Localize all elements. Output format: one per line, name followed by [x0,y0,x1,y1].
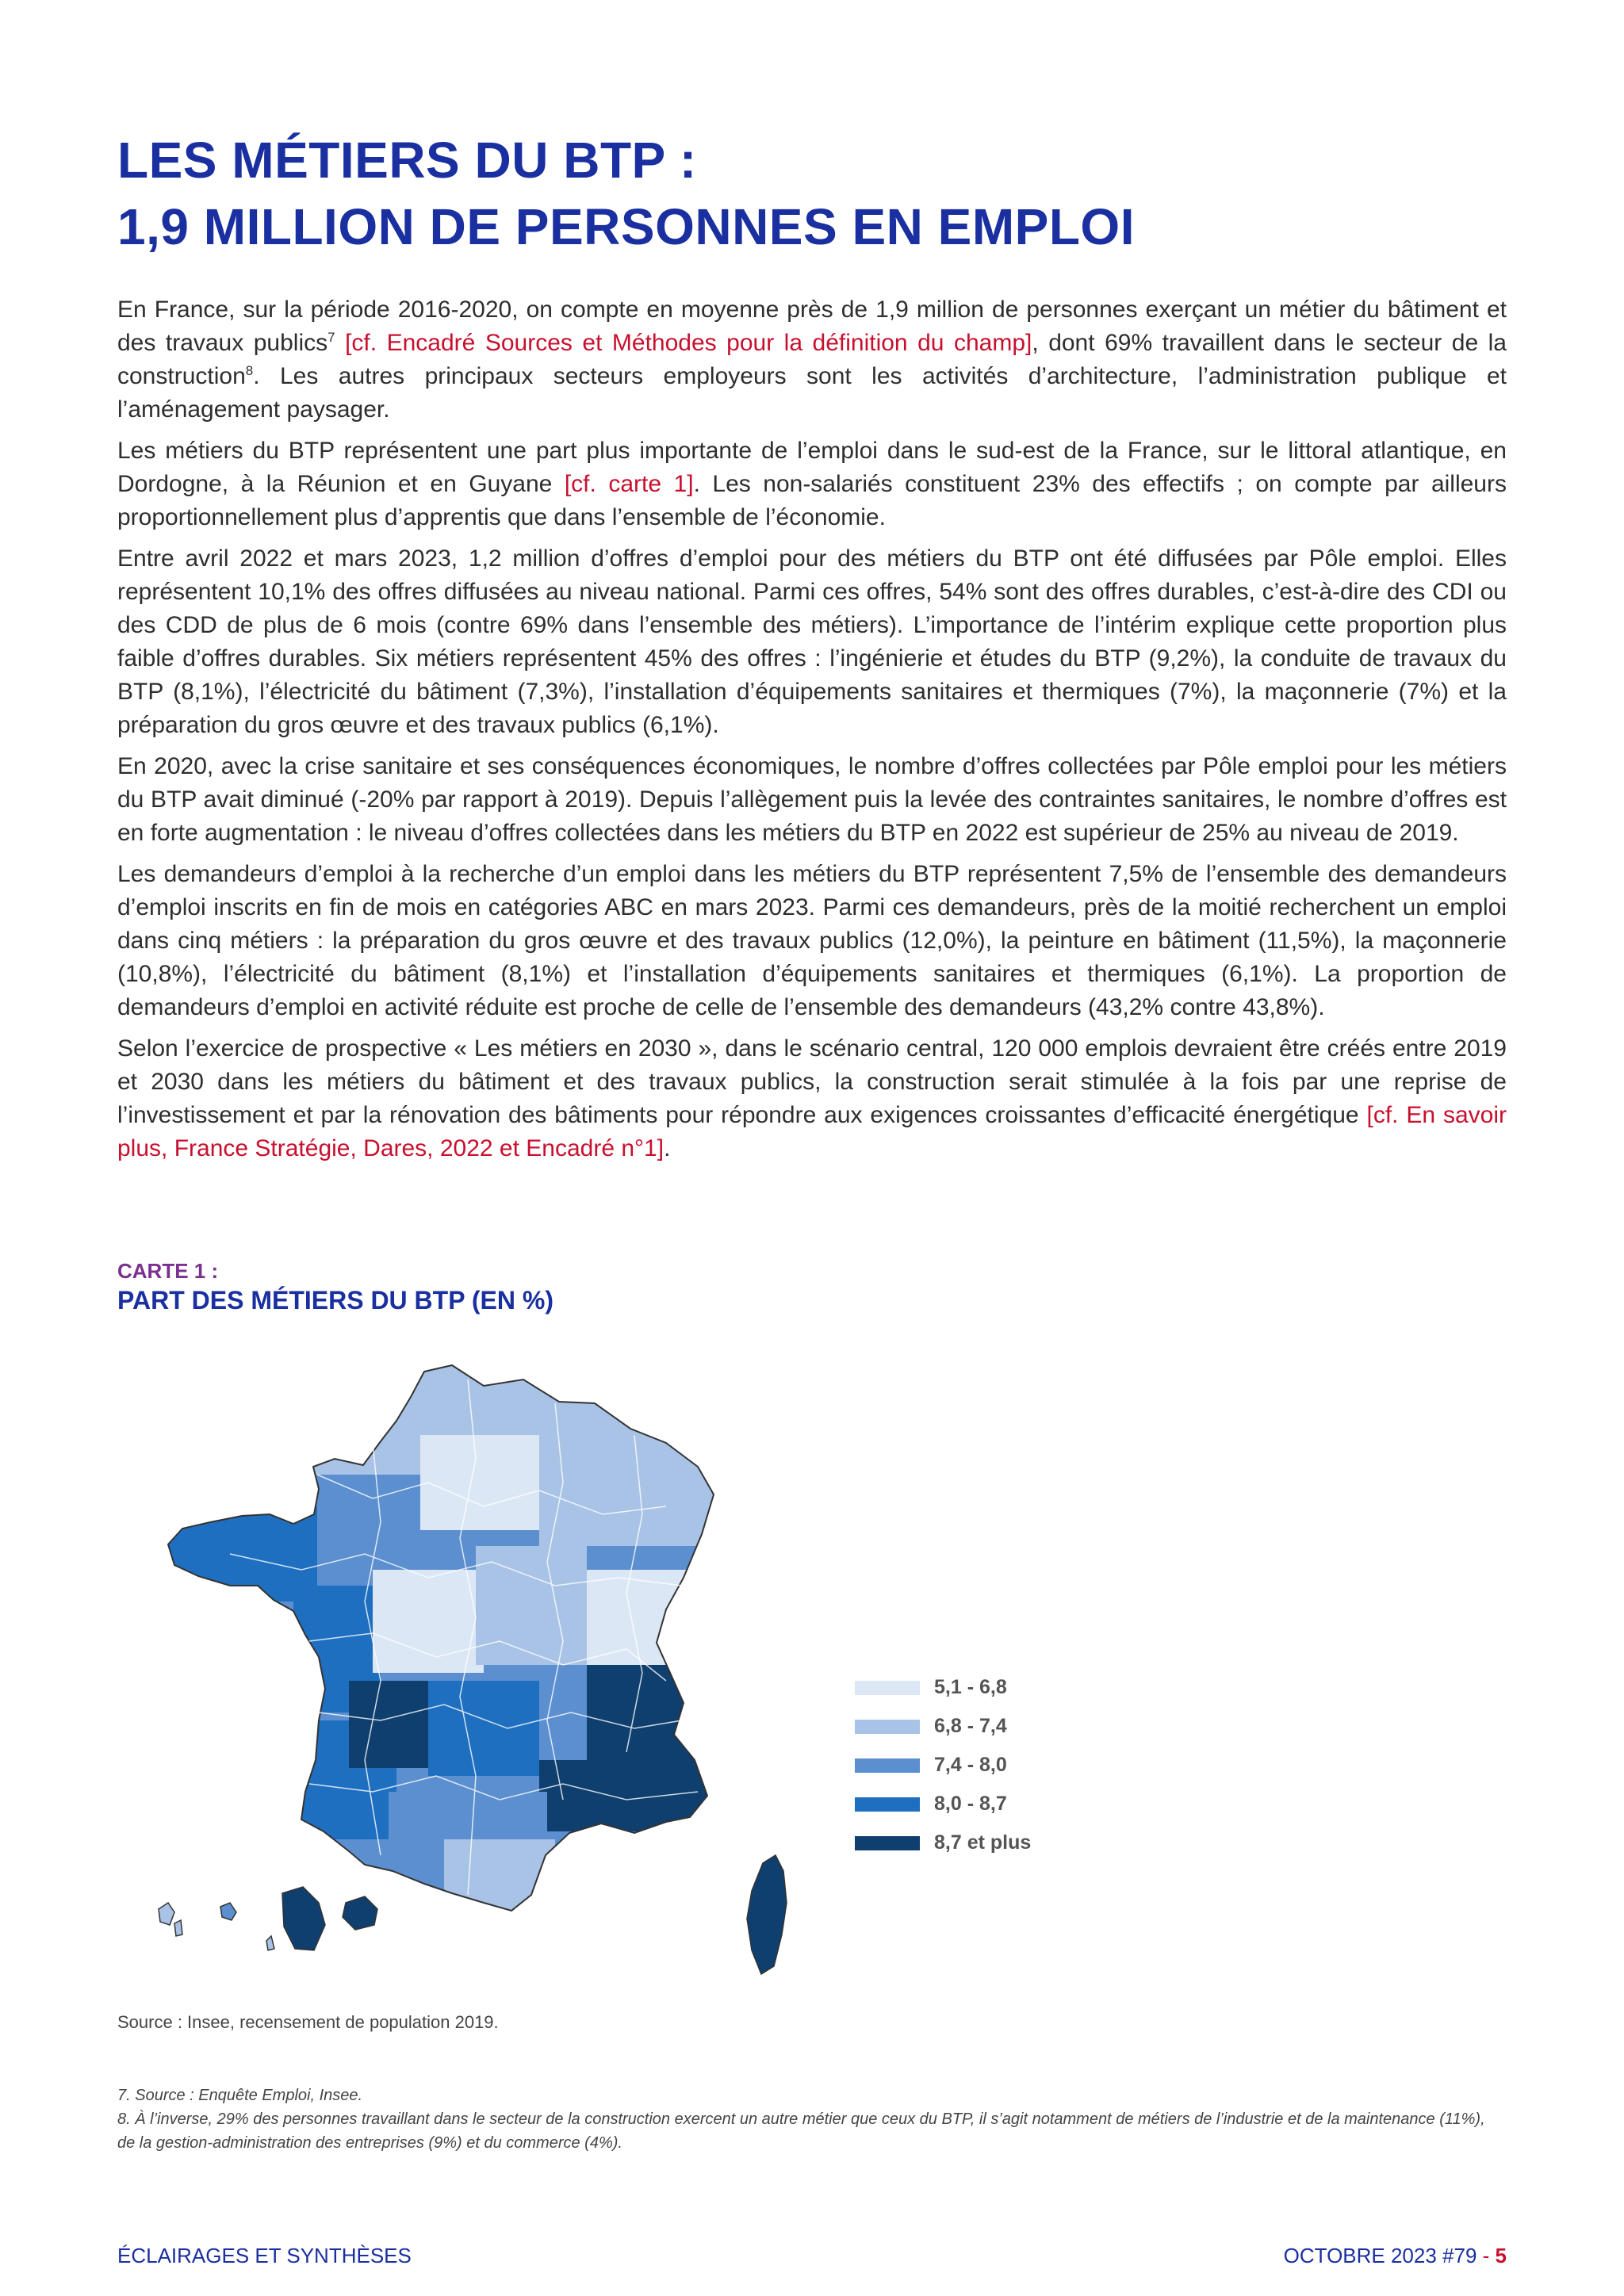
mayotte [266,1936,274,1950]
legend-label-4: 8,0 - 8,7 [934,1793,1007,1815]
legend-swatch-1 [855,1681,920,1695]
map-source: Source : Insee, recensement de population 2019. [117,2012,499,2032]
paragraph-3: Entre avril 2022 et mars 2023, 1,2 million d’offres d’emploi pour des métiers du BTP ont été diffusées par Pôle emploi. Elles représentent 10,1% des offres diffusées au niveau national. Parmi ces offres, 54% sont des offres durables, c’est-à-dire des CDI ou des CDD de plus de 6 mois (contre 69% dans l’ensemble des métiers). L’importance de l’intérim explique cette proportion plus faible d’offres durables. Six métiers représentent 45% des offres : l’ingénierie et études du BTP (9,2%), la conduite de travaux du BTP (8,1%), l’électricité du bâtiment (7,3%), l’installation d’équipements sanitaires et thermiques (7%), la maçonnerie (7%) et la préparation du gros œuvre et des travaux publics (6,1%). [117,545,1507,738]
legend-item [855,1785,1109,1823]
map-caption-title: PART DES MÉTIERS DU BTP (EN %) [117,1286,553,1314]
p6-text-a: Selon l’exercice de prospective « Les métiers en 2030 », dans le scénario central, 120 000 emplois devraient être créés entre 2019 et 2030 dans les métiers du bâtiment et des travaux publics, la construction serait stimulée à la fois par une reprise de l’investissement et par la rénovation des bâtiments pour répondre aux exigences croissantes d’efficacité énergétique [117,1035,1507,1128]
p6-text-b: . [664,1135,671,1161]
footnote-ref-7[interactable]: 7 [327,330,335,345]
guadeloupe [159,1903,174,1925]
paragraph-1 [117,293,1507,427]
cross-reference-carte-1[interactable]: [cf. carte 1] [564,471,694,497]
p1-text-a: En France, sur la période 2016-2020, on compte en moyenne près de 1,9 million de personnes exerçant un métier du bâtiment et des travaux publics [117,297,1507,356]
legend-label-5: 8,7 et plus [934,1831,1032,1854]
footer-issue-label: OCTOBRE 2023 #79 [1283,2244,1477,2267]
martinique [220,1903,236,1920]
footnote-8: 8. À l’inverse, 29% des personnes travaillant dans le secteur de la construction exercent un autre métier que ceux du BTP, il s’agit notamment de métiers de l’industrie et de la maintenance (11%), de la gestion-administration des entreprises (9%) et du commerce (4%). [117,2110,1485,2152]
title-line-2: 1,9 MILLION DE PERSONNES EN EMPLOI [117,198,1135,255]
corsica [747,1855,787,1974]
footnote-ref-8[interactable]: 8 [245,363,254,378]
p2-text-b: . Les non-salariés constituent 23% des effectifs ; on compte par ailleurs proportionnellement plus d’apprentis que dans l’ensemble de l’économie. [117,471,1507,530]
paragraph-4: En 2020, avec la crise sanitaire et ses conséquences économiques, le nombre d’offres collectées par Pôle emploi pour les métiers du BTP avait diminué (-20% par rapport à 2019). Depuis l’allègement puis la levée des contraintes sanitaires, le nombre d’offres est en forte augmentation : le niveau d’offres collectées dans les métiers du BTP en 2022 est supérieur de 25% au niveau de 2019. [117,753,1507,846]
footer-issue [1284,2244,1507,2268]
legend-label-3: 7,4 - 8,0 [934,1754,1007,1776]
reunion [343,1896,377,1930]
title-line-1: LES MÉTIERS DU BTP : [117,132,697,189]
legend-item [855,1668,1109,1707]
p2-text-a: Les métiers du BTP représentent une part plus importante de l’emploi dans le sud-est de la France, sur le littoral atlantique, en Dordogne, à la Réunion et en Guyane [117,438,1507,497]
cross-reference-sources-methodes[interactable]: [cf. Encadré Sources et Méthodes pour la définition du champ] [345,330,1032,356]
legend-swatch-5 [855,1836,920,1850]
legend-label-1: 5,1 - 6,8 [934,1676,1007,1698]
legend-item [855,1823,1109,1862]
legend-item [855,1707,1109,1746]
legend-swatch-3 [855,1758,920,1773]
p1-text-b: , dont 69% travaillent dans le secteur de la construction [117,330,1507,389]
cross-reference-en-savoir-plus[interactable]: [cf. En savoir plus, France Stratégie, Dares, 2022 et Encadré n°1] [117,1102,1507,1161]
france-choropleth-map [111,1348,809,1982]
legend-item [855,1746,1109,1785]
legend-label-2: 6,8 - 7,4 [934,1715,1007,1737]
legend-swatch-2 [855,1720,920,1734]
p1-text-c: . Les autres principaux secteurs employeurs sont les activités d’architecture, l’administration publique et l’aménagement paysager. [117,363,1507,423]
paragraph-2 [117,434,1507,534]
paragraph-6 [117,1032,1507,1165]
page-number: 5 [1495,2244,1507,2267]
map-caption-label: CARTE 1 : [117,1259,219,1283]
mainland-departements [159,1364,730,1919]
article-body [117,293,1507,1173]
page-title [117,127,1513,260]
footnotes [117,2084,1507,2155]
legend-swatch-4 [855,1797,920,1812]
footer-separator: - [1477,2244,1496,2267]
footnote-7: 7. Source : Enquête Emploi, Insee. [117,2087,363,2104]
paragraph-5: Les demandeurs d’emploi à la recherche d’un emploi dans les métiers du BTP représentent 7,5% de l’ensemble des demandeurs d’emploi inscrits en fin de mois en catégories ABC en mars 2023. Parmi ces demandeurs, près de la moitié recherchent un emploi dans cinq métiers : la préparation du gros œuvre et des travaux publics (12,0%), la peinture en bâtiment (11,5%), la maçonnerie (10,8%), l’électricité du bâtiment (8,1%) et l’installation d’équipements sanitaires et thermiques (6,1%). La proportion de demandeurs d’emploi en activité réduite est proche de celle de l’ensemble des demandeurs (43,2% contre 43,8%). [117,861,1507,1020]
overseas-departements [159,1887,377,1950]
map-legend [855,1668,1109,1862]
guyane [282,1887,325,1950]
footer-publication-name: ÉCLAIRAGES ET SYNTHÈSES [117,2244,412,2267]
